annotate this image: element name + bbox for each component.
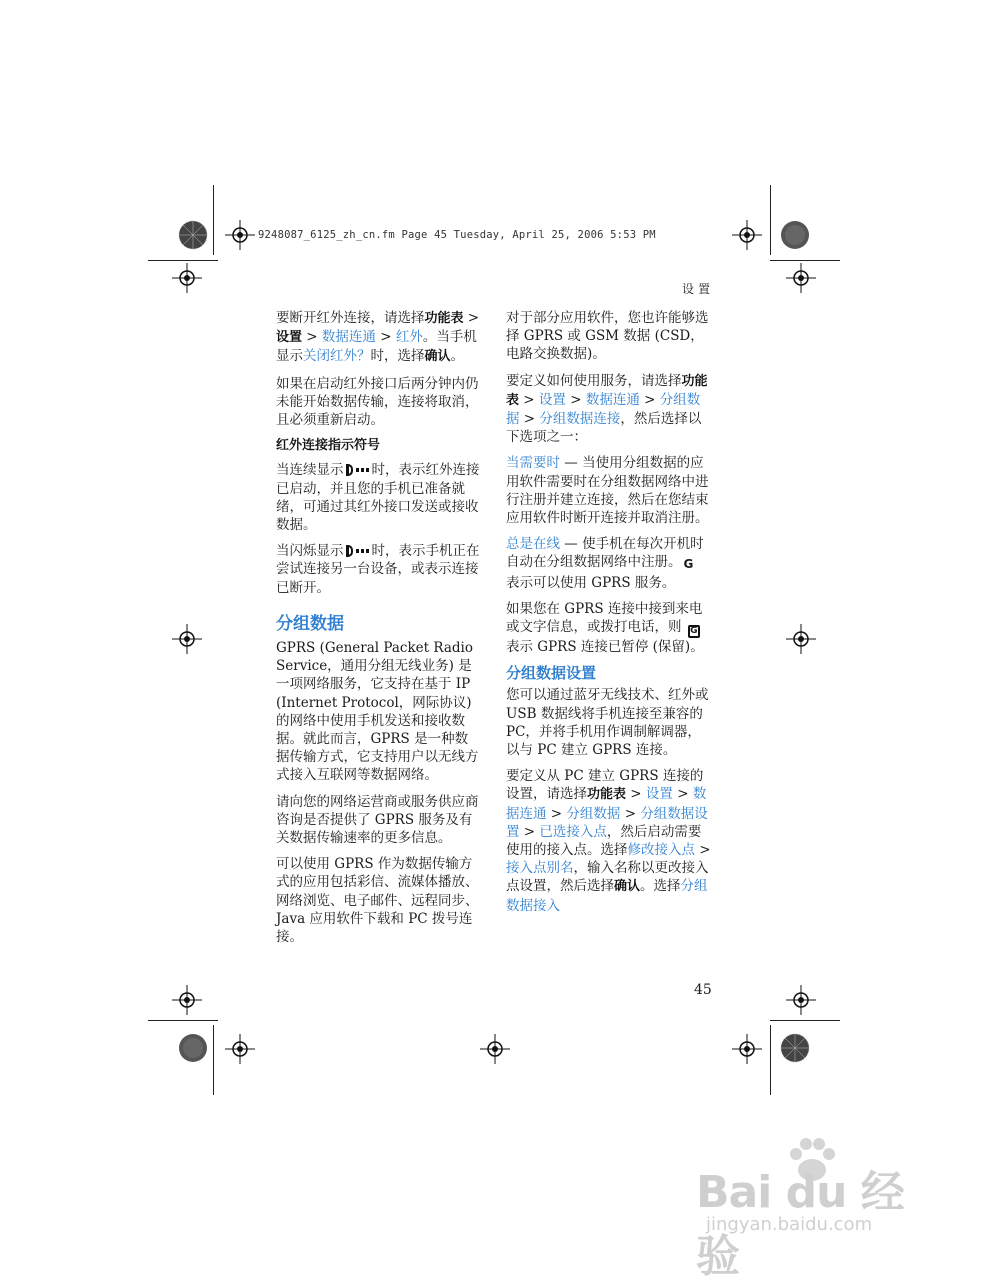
option-label: 当需要时 [506, 455, 560, 472]
running-head: 设置 [682, 282, 715, 296]
text: — 当使用分组数据的应用软件需要时在分组数据网络中进行注册并建立连接，然后在您结束应用软件时断开连接并取消注册。 [506, 455, 709, 527]
separator: > [695, 842, 711, 859]
separator: > [672, 786, 693, 803]
menu-link: 数据连通 [506, 786, 707, 822]
paragraph [276, 309, 481, 367]
menu-term: 功能表 [587, 787, 627, 803]
paragraph: 如果在启动红外接口后两分钟内仍未能开始数据传输，连接将取消，且必须重新启动。 [276, 375, 479, 429]
crop-mark [770, 185, 771, 255]
menu-link: 数据连通 [321, 329, 376, 346]
text: 如果您在 GPRS 连接中接到来电或文字信息，或拨打电话，则 [506, 600, 703, 636]
menu-link: 关闭红外？ [303, 348, 371, 365]
text: 时，表示手机正在尝试连接另一台设备，或表示连接已断开。 [276, 543, 480, 596]
crop-mark [213, 1025, 214, 1095]
color-target-icon [780, 1033, 810, 1063]
registration-mark-icon [172, 624, 202, 654]
separator: > [463, 310, 480, 326]
registration-mark-icon [225, 220, 255, 250]
text: 当连续显示 [276, 462, 344, 479]
page-number: 45 [694, 982, 712, 998]
left-column [276, 309, 481, 954]
watermark-url: jingyan.baidu.com [706, 1214, 873, 1235]
separator: > [639, 391, 660, 408]
text: 。 [450, 348, 465, 365]
paragraph: 请向您的网络运营商或服务供应商咨询是否提供了 GPRS 服务及有关数据传输速率的更多信息。 [276, 793, 479, 847]
gprs-icon: G [683, 557, 694, 572]
separator: > [620, 805, 641, 822]
crop-mark [770, 1020, 840, 1021]
menu-term: 功能表 [424, 311, 464, 326]
crop-mark [148, 1020, 218, 1021]
paragraph: 对于部分应用软件，您也许能够选择 GPRS 或 GSM 数据 (CSD，电路交换数据)。 [506, 310, 709, 363]
section-title: 分组数据设置 [506, 664, 597, 683]
separator: > [519, 823, 540, 840]
paragraph [506, 600, 711, 656]
paragraph [506, 535, 711, 592]
infrared-icon [346, 545, 370, 557]
menu-link: 设置 [645, 786, 673, 803]
color-target-icon [780, 220, 810, 250]
menu-link: 分组数据连接 [539, 411, 621, 428]
section-title: 分组数据 [276, 613, 344, 634]
color-target-icon [178, 1033, 208, 1063]
separator: > [375, 329, 396, 346]
menu-link: 分组数据 [506, 391, 701, 428]
option-label: 总是在线 [506, 536, 560, 553]
registration-mark-icon [732, 1034, 762, 1064]
crop-mark [770, 260, 840, 261]
menu-link: 数据连通 [585, 391, 640, 408]
text: 要断开红外连接，请选择 [276, 310, 425, 326]
text: 要定义从 PC 建立 GPRS 连接的设置，请选择 [506, 768, 704, 803]
crop-mark [770, 1025, 771, 1095]
menu-link: 红外 [395, 329, 423, 346]
text: 表示可以使用 GPRS 服务。 [506, 574, 676, 591]
paragraph: 可以使用 GPRS 作为数据传输方式的应用包括彩信、流媒体播放、网络浏览、电子邮件、远程同步、Java 应用软件下载和 PC 拨号连接。 [276, 856, 479, 946]
print-slug: 9248087_6125_zh_cn.fm Page 45 Tuesday, April 25, 2006 5:53 PM [258, 229, 656, 241]
paragraph [506, 454, 711, 527]
text: — 使手机在每次开机时自动在分组数据网络中注册。 [506, 536, 704, 571]
registration-mark-icon [732, 220, 762, 250]
menu-link: 分组数据接入 [506, 878, 708, 914]
paragraph [506, 767, 711, 915]
separator: > [565, 391, 586, 408]
menu-link: 接入点别名 [506, 860, 574, 877]
text: ，然后启动需要使用的接入点。选择 [506, 823, 702, 859]
text: 。当手机显示 [276, 329, 477, 365]
separator: > [546, 805, 567, 822]
menu-term: 确认 [424, 349, 451, 365]
subheading: 红外连接指示符号 [276, 438, 381, 454]
text: 。选择 [640, 878, 681, 895]
menu-term: 功能表 [506, 373, 708, 408]
text: 表示 GPRS 连接已暂停 (保留)。 [506, 639, 704, 656]
text: 时，选择 [370, 348, 425, 365]
registration-mark-icon [225, 1034, 255, 1064]
registration-mark-icon [172, 985, 202, 1015]
crop-mark [213, 185, 214, 255]
text: ，输入名称以更改接入点设置，然后选择 [506, 860, 709, 895]
paragraph [506, 372, 711, 447]
separator: > [519, 391, 539, 408]
menu-term: 设置 [276, 330, 303, 346]
menu-link: 分组数据设置 [506, 805, 708, 840]
text: ，然后选择以下选项之一： [506, 411, 702, 446]
color-target-icon [178, 220, 208, 250]
paragraph [276, 461, 481, 534]
registration-mark-icon [786, 985, 816, 1015]
watermark [696, 1130, 936, 1282]
text: 要定义如何使用服务，请选择 [506, 372, 682, 389]
registration-mark-icon [786, 624, 816, 654]
paragraph: GPRS (General Packet Radio Service，通用分组无线业务) 是一项网络服务，它支持在基于 IP (Internet Protocol，网际协议) 的网络中使用手机发送和接收数据。就此而言，GPRS 是一种数据传输方式，它支持用户以无线方式接入互联网等数据网络。 [276, 640, 479, 784]
menu-term: 确认 [614, 879, 641, 895]
menu-link: 分组数据 [566, 805, 621, 822]
registration-mark-icon [480, 1034, 510, 1064]
paragraph: 您可以通过蓝牙无线技术、红外或 USB 数据线将手机连接至兼容的 PC，并将手机用作调制解调器，以与 PC 建立 GPRS 连接。 [506, 687, 709, 759]
menu-link: 设置 [538, 391, 566, 408]
menu-link: 修改接入点 [627, 842, 695, 859]
registration-mark-icon [172, 263, 202, 293]
text: 时，表示红外连接已启动，并且您的手机已准备就绪，可通过其红外接口发送或接收数据。 [276, 462, 480, 534]
right-column [506, 309, 711, 923]
registration-mark-icon [786, 263, 816, 293]
menu-link: 已选接入点 [539, 823, 607, 840]
separator: > [302, 329, 322, 346]
infrared-icon [346, 464, 370, 476]
separator: > [626, 786, 646, 803]
crop-mark [148, 260, 218, 261]
paragraph [276, 542, 481, 597]
watermark-logo: Bai du 经验 [696, 1167, 904, 1282]
gprs-suspended-icon: G [688, 625, 700, 638]
separator: > [519, 411, 540, 428]
text: 当闪烁显示 [276, 543, 344, 560]
